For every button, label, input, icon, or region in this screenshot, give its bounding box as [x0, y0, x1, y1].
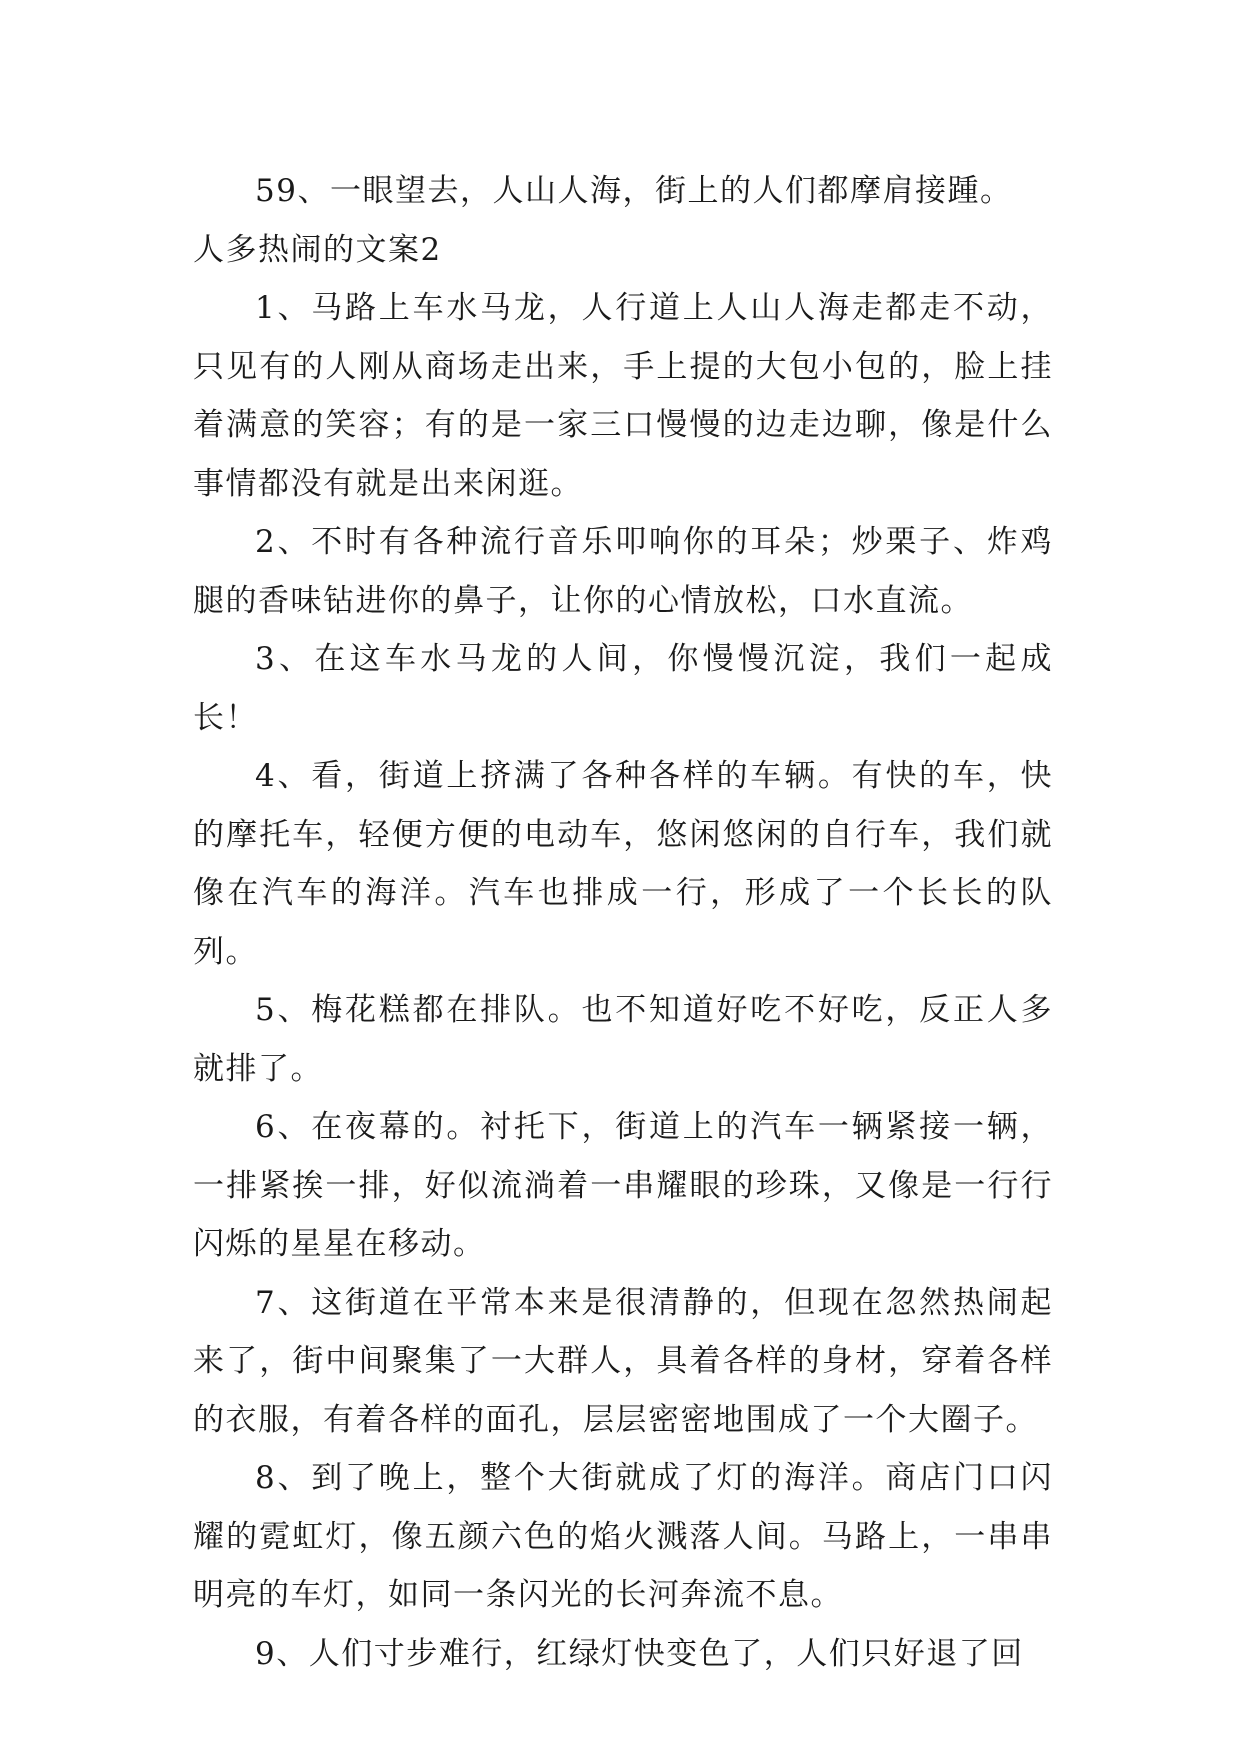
paragraph-5: 5、梅花糕都在排队。也不知道好吃不好吃，反正人多就排了。	[193, 992, 1053, 1087]
document-body	[193, 162, 1053, 1683]
paragraph-2: 2、不时有各种流行音乐叩响你的耳朵；炒栗子、炸鸡腿的香味钻进你的鼻子，让你的心情放松，口水直流。	[193, 524, 1053, 619]
paragraph-1: 1、马路上车水马龙，人行道上人山人海走都走不动，只见有的人刚从商场走出来，手上提的大包小包的，脸上挂着满意的笑容；有的是一家三口慢慢的边走边聊，像是什么事情都没有就是出来闲逛。	[193, 290, 1053, 502]
paragraph-59: 59、一眼望去，人山人海，街上的人们都摩肩接踵。	[255, 173, 1013, 209]
paragraph-6: 6、在夜幕的。衬托下，街道上的汽车一辆紧接一辆，一排紧挨一排，好似流淌着一串耀眼的珍珠，又像是一行行闪烁的星星在移动。	[193, 1109, 1053, 1262]
paragraph-4: 4、看，街道上挤满了各种各样的车辆。有快的车，快的摩托车，轻便方便的电动车，悠闲悠闲的自行车，我们就像在汽车的海洋。汽车也排成一行，形成了一个长长的队列。	[193, 758, 1053, 970]
paragraph-8: 8、到了晚上，整个大街就成了灯的海洋。商店门口闪耀的霓虹灯，像五颜六色的焰火溅落人间。马路上，一串串明亮的车灯，如同一条闪光的长河奔流不息。	[193, 1460, 1053, 1613]
section-heading: 人多热闹的文案2	[193, 231, 442, 268]
paragraph-9: 9、人们寸步难行，红绿灯快变色了，人们只好退了回	[255, 1635, 1024, 1672]
paragraph-3: 3、在这车水马龙的人间，你慢慢沉淀，我们一起成长！	[193, 641, 1053, 736]
paragraph-7: 7、这街道在平常本来是很清静的，但现在忽然热闹起来了，街中间聚集了一大群人，具着各样的身材，穿着各样的衣服，有着各样的面孔，层层密密地围成了一个大圈子。	[193, 1284, 1053, 1438]
